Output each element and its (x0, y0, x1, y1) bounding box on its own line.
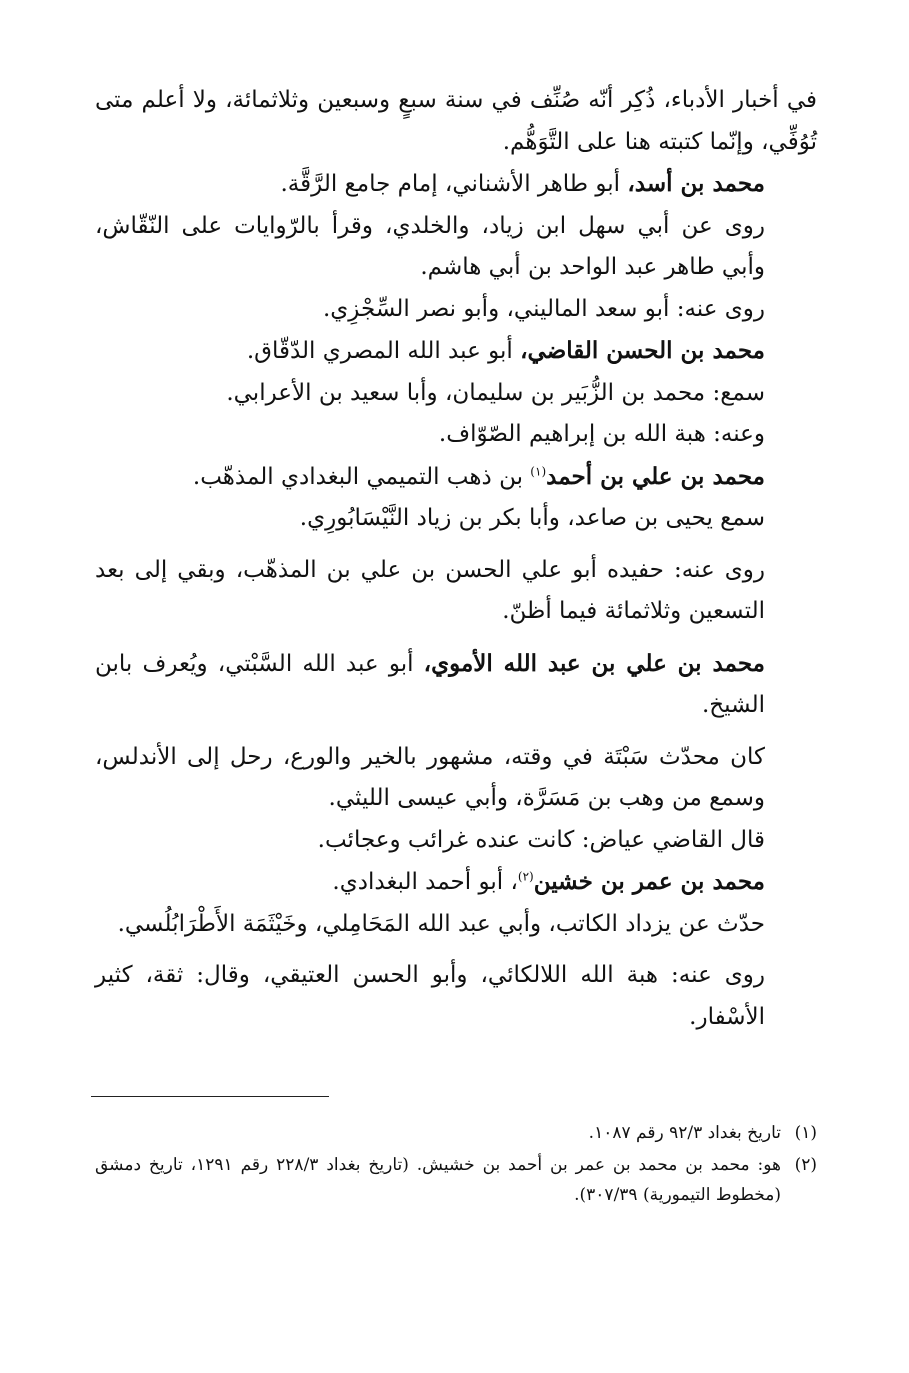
text-paragraph (95, 955, 817, 1038)
entry-name: محمد بن علي بن أحمد (546, 462, 765, 490)
text-paragraph (95, 820, 817, 862)
footnote-divider (91, 1096, 329, 1097)
text-paragraph (95, 498, 817, 540)
text-paragraph (95, 206, 817, 289)
text-paragraph (95, 373, 817, 415)
paragraph-text: سمع يحيى بن صاعد، وأبا بكر بن زياد النَّيْسَابُورِي. (299, 505, 765, 531)
text-paragraph (95, 414, 817, 456)
footnote-text: تاريخ بغداد ٩٢/٣ رقم ١٠٨٧. (588, 1123, 781, 1143)
entry-name: محمد بن عمر بن خشين (533, 868, 765, 895)
paragraph-text: في أخبار الأدباء، ذُكِر أنّه صُنِّف في سنة سبعٍ وسبعين وثلاثمائة، ولا أعلم متى تُوُفِّي، وإنّما كتبته هنا على التَّوَهُّم. (95, 87, 817, 155)
entry-name: محمد بن أسد، (627, 170, 765, 197)
paragraph-text: كان محدّث سَبْتَة في وقته، مشهور بالخير والورع، رحل إلى الأندلس، وسمع من وهب بن مَسَرَّة، وأبي عيسى الليثي. (95, 743, 765, 811)
paragraph-text: بن ذهب التميمي البغدادي المذهّب. (192, 463, 531, 490)
paragraph-text: أبو عبد الله السَّبْتي، ويُعرف بابن الشيخ. (95, 650, 765, 718)
footnote (95, 1150, 817, 1210)
text-paragraph (95, 289, 817, 331)
text-paragraph (95, 550, 817, 633)
entry-heading-paragraph (95, 861, 817, 904)
paragraph-text: أبو عبد الله المصري الدّقّاق. (246, 338, 521, 364)
paragraph-text: روى عنه: حفيده أبو علي الحسن بن علي بن المذهّب، وبقي إلى بعد التسعين وثلاثمائة فيما أظنّ. (95, 556, 765, 624)
footnote-text: هو: محمد بن محمد بن عمر بن أحمد بن خشيش. (تاريخ بغداد ٢٢٨/٣ رقم ١٢٩١، تاريخ دمشق (مخطوط التيمورية) ٣٠٧/٣٩). (95, 1155, 782, 1205)
paragraph-text: روى عنه: أبو سعد الماليني، وأبو نصر السِّجْزِي. (322, 295, 765, 322)
footnote-marker: (٢) (517, 869, 534, 884)
entry-name: محمد بن علي بن عبد الله الأموي، (423, 649, 765, 677)
paragraph-text: ، أبو أحمد البغدادي. (332, 869, 518, 895)
footnote-marker: (١) (530, 463, 547, 478)
paragraph-text: حدّث عن يزداد الكاتب، وأبي عبد الله المَحَامِلي، وخَيْثَمَة الأَطْرَابُلُسي. (117, 910, 765, 937)
entry-heading-paragraph (95, 330, 817, 373)
footnote-number: (٢) (794, 1155, 818, 1175)
text-paragraph (95, 737, 817, 820)
paragraph-text: سمع: محمد بن الزُّبَير بن سليمان، وأبا سعيد بن الأعرابي. (226, 379, 765, 406)
entry-name: محمد بن الحسن القاضي، (520, 337, 765, 364)
entry-heading-paragraph (95, 643, 817, 727)
footnote-number: (١) (794, 1123, 817, 1143)
paragraph-text: أبو طاهر الأشناني، إمام جامع الرَّقَّة. (280, 171, 628, 197)
paragraph-text: وعنه: هبة الله بن إبراهيم الصّوّاف. (438, 421, 765, 447)
paragraph-text: قال القاضي عياض: كانت عنده غرائب وعجائب. (317, 826, 765, 853)
footnotes (95, 1118, 817, 1212)
paragraph-text: روى عنه: هبة الله اللالكائي، وأبو الحسن العتيقي، وقال: ثقة، كثير الأسْفار. (95, 962, 765, 1030)
footnote (95, 1118, 817, 1148)
text-paragraph (95, 904, 817, 946)
entry-heading-paragraph (95, 456, 817, 499)
main-text (95, 80, 817, 1038)
paragraph-text: روى عن أبي سهل ابن زياد، والخلدي، وقرأ بالرّوايات على النّقّاش، وأبي طاهر عبد الواحد بن أبي هاشم. (95, 212, 765, 280)
entry-heading-paragraph (95, 163, 817, 206)
text-paragraph (95, 80, 817, 163)
